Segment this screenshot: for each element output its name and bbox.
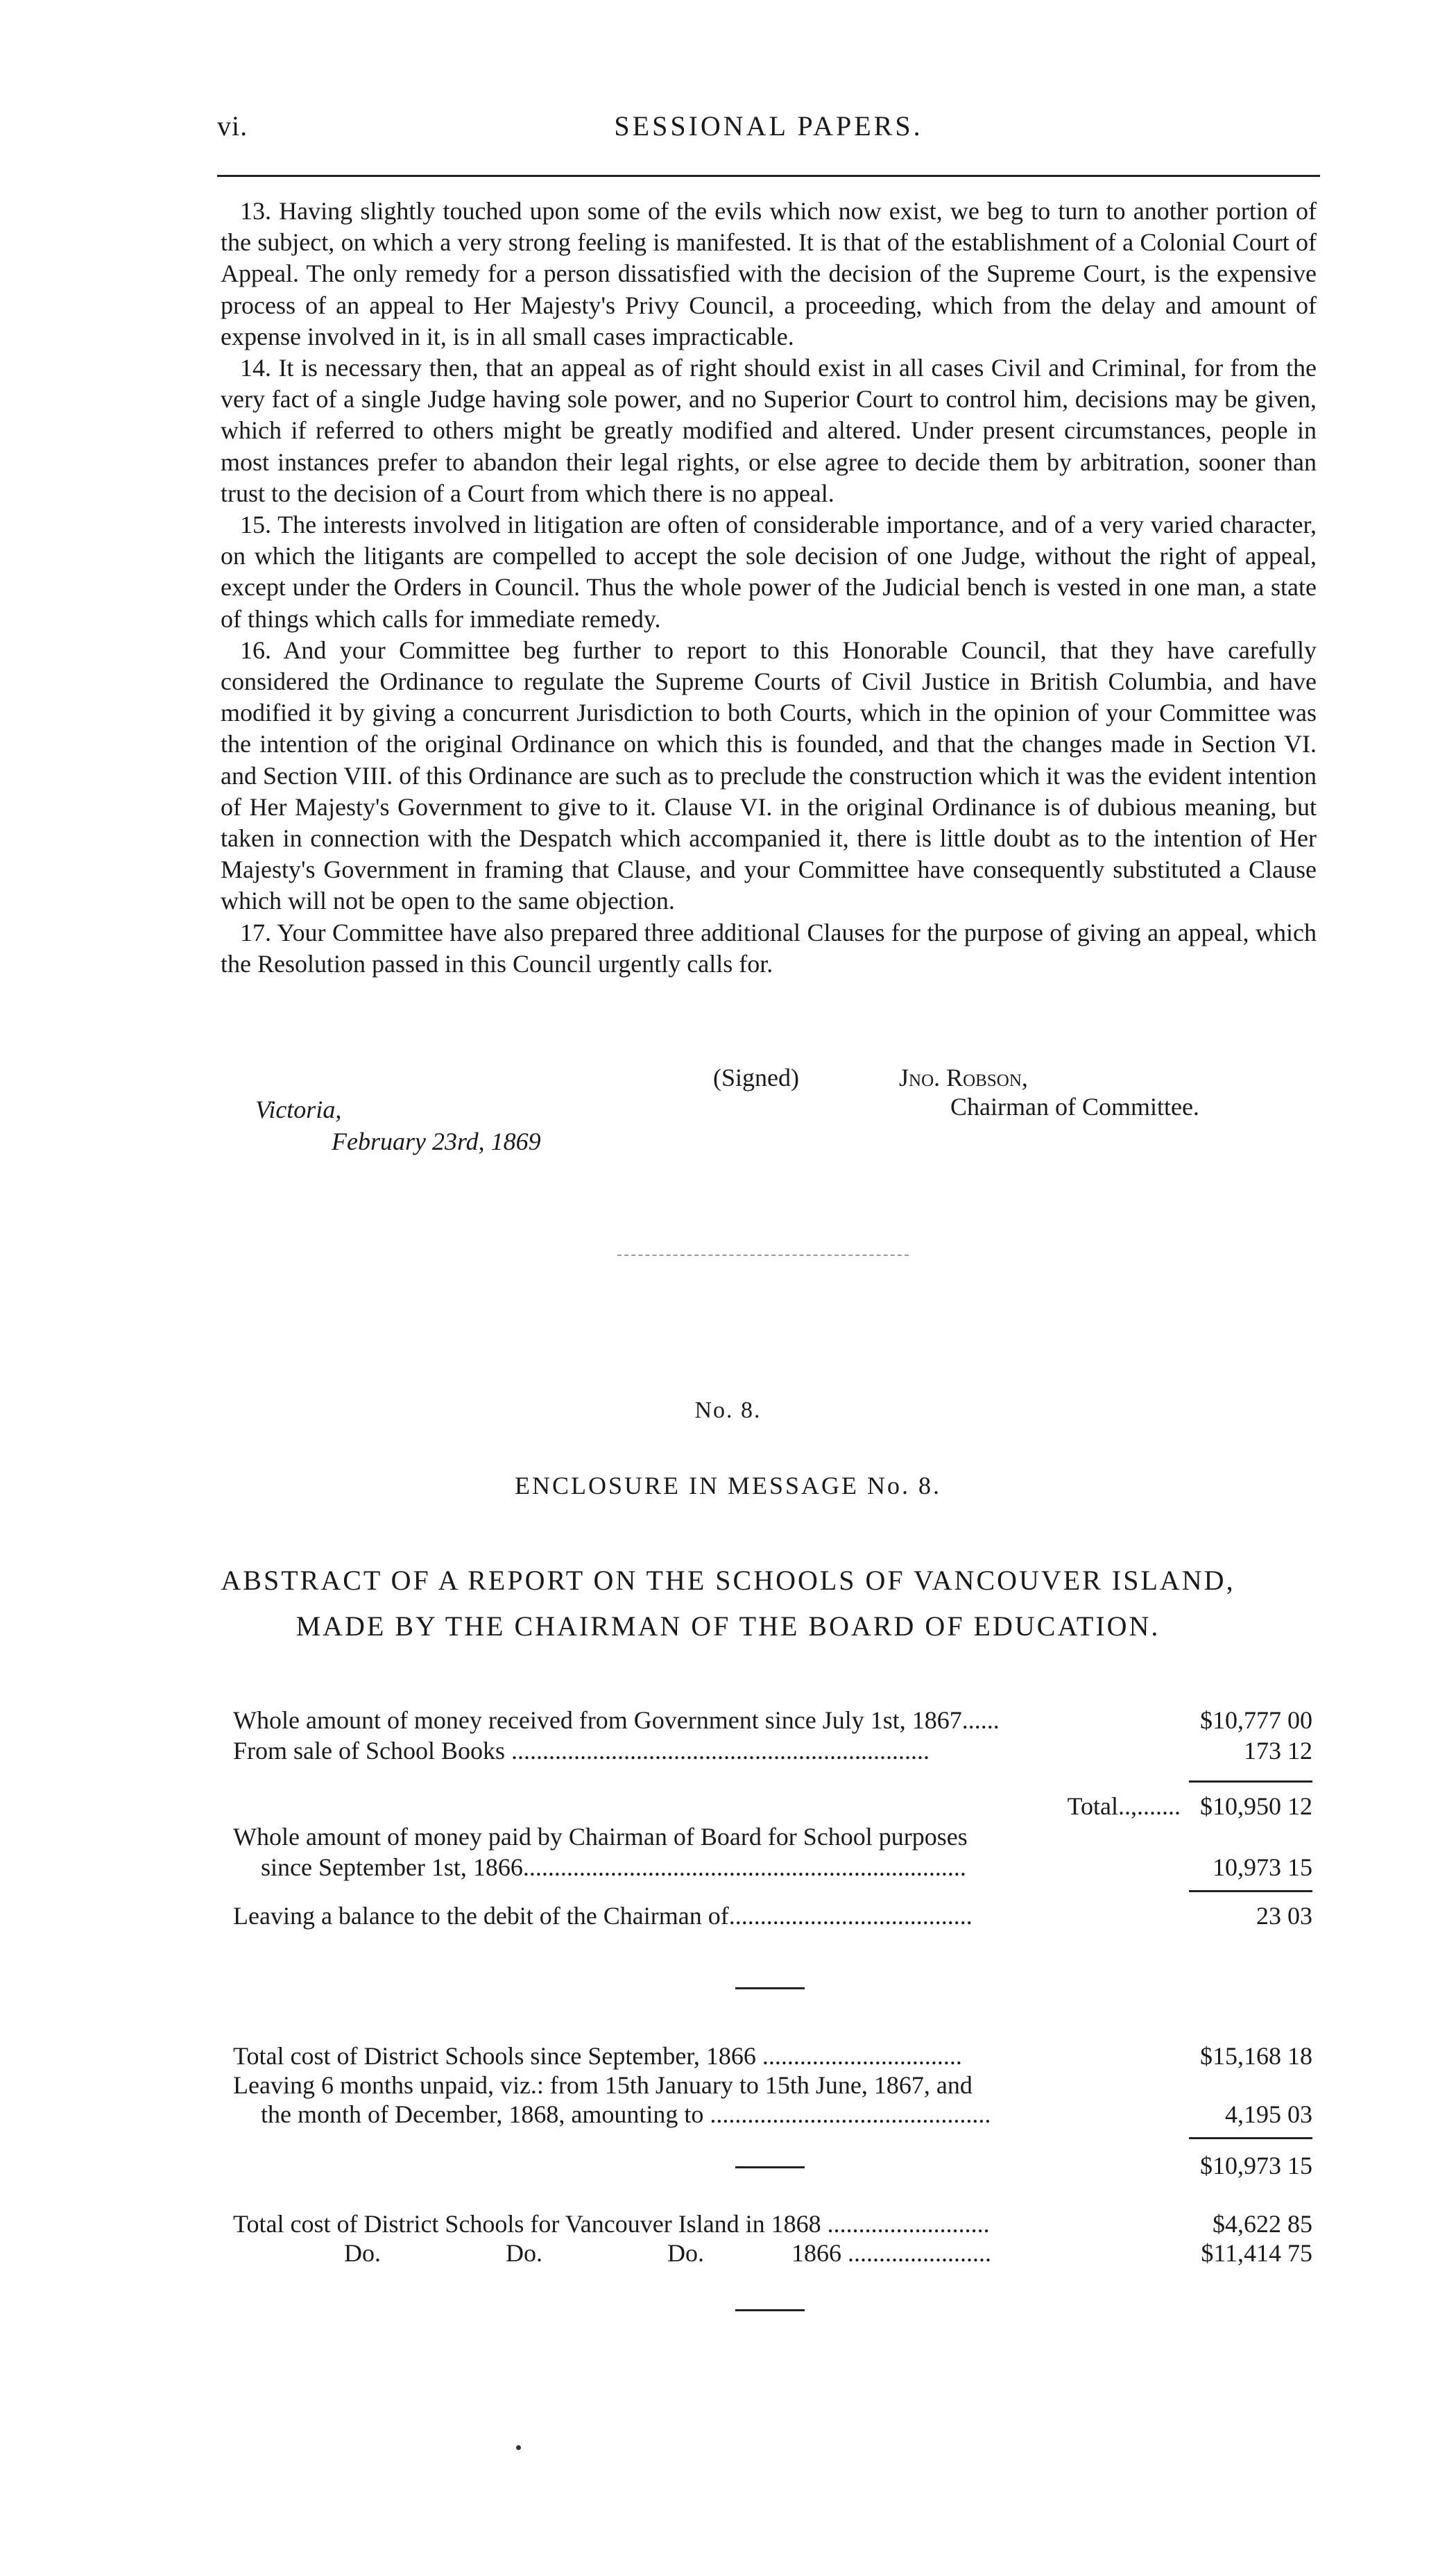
- row-description: Total cost of District Schools for Vancouver Island in 1868 ..........................: [233, 2210, 990, 2238]
- row-amount: 173 12: [1244, 1737, 1312, 1765]
- account-row: [233, 1736, 1312, 1767]
- signed-label: (Signed): [713, 1064, 799, 1091]
- page-header: [217, 110, 1320, 151]
- header-rule: [217, 175, 1320, 177]
- account-row: [233, 2238, 1312, 2269]
- committee-report: [221, 196, 1317, 980]
- paragraph-17: 17. Your Committee have also prepared three additional Clauses for the purpose of giving an appeal, which the Resolution passed in this Council urgently calls for.: [221, 918, 1317, 978]
- row-description: the month of December, 1868, amounting to .............................................: [261, 2100, 991, 2128]
- account-row: [233, 2209, 1312, 2240]
- account-row: [233, 1853, 1312, 1883]
- account-row: [233, 1706, 1312, 1736]
- running-title: SESSIONAL PAPERS.: [614, 110, 923, 142]
- place: Victoria,: [255, 1096, 342, 1123]
- account-row: [233, 1822, 1312, 1853]
- enclosure-number: No. 8.: [694, 1397, 762, 1423]
- paragraph-14: 14. It is necessary then, that an appeal as of right should exist in all cases Civil and Criminal, for from the very fact of a single Judge having sole power, and no Superior Court to control him, decisions may be given, which if referred to others might be greatly modified and altered. Under present circumstances, people in most instances prefer to abandon their legal rights, or else agree to decide them by arbitration, sooner than trust to the decision of a Court from which there is no appeal.: [221, 354, 1317, 507]
- sum-rule: [1189, 1780, 1312, 1783]
- row-description: Total cost of District Schools since September, 1866 ................................: [233, 2042, 962, 2070]
- account-row: [233, 1901, 1312, 1932]
- row-amount: 4,195 03: [1225, 2100, 1312, 2128]
- row-description: Total..,.......: [1067, 1792, 1181, 1820]
- section-divider: [617, 1255, 909, 1256]
- row-amount: $11,414 75: [1201, 2239, 1312, 2267]
- sum-rule: [1189, 1890, 1312, 1892]
- abstract-title-line-1: ABSTRACT OF A REPORT ON THE SCHOOLS OF VANCOUVER ISLAND,: [221, 1565, 1235, 1596]
- row-amount: $10,777 00: [1200, 1706, 1312, 1734]
- row-description: Do. Do. Do. 1866 .......................: [344, 2239, 991, 2267]
- account-row: [233, 2151, 1312, 2182]
- row-amount: $4,622 85: [1213, 2210, 1312, 2238]
- row-description: Leaving a balance to the debit of the Chairman of.......................................: [233, 1902, 973, 1930]
- signatory-role: Chairman of Committee.: [950, 1093, 1199, 1121]
- account-row: [233, 2100, 1312, 2130]
- account-row: [233, 2041, 1312, 2072]
- section-rule: [735, 1987, 805, 1989]
- paragraph-13: 13. Having slightly touched upon some of the evils which now exist, we beg to turn to another portion of the subject, on which a very strong feeling is manifested. It is that of the establishment of a Colonial Court of Appeal. The only remedy for a person dissatisfied with the decision of the Supreme Court, is the expensive process of an appeal to Her Majesty's Privy Council, a proceeding, which from the delay and amount of expense involved in it, is in all small cases impracticable.: [221, 197, 1317, 350]
- page-number: vi.: [217, 110, 248, 142]
- paragraph-15: 15. The interests involved in litigation are often of considerable importance, and of a very varied character, on which the litigants are compelled to accept the sole decision of one Judge, without the right of appeal, except under the Orders in Council. Thus the whole power of the Judicial bench is vested in one man, a state of things which calls for immediate remedy.: [221, 511, 1317, 633]
- sum-rule: [1189, 2137, 1312, 2139]
- paragraph-16: 16. And your Committee beg further to report to this Honorable Council, that they have carefully considered the Ordinance to regulate the Supreme Courts of Civil Justice in British Columbia, and have modified it by giving a concurrent Jurisdiction to both Courts, which in the opinion of your Committee was the intention of the original Ordinance on which this is founded, and that the changes made in Section VI. and Section VIII. of this Ordinance are such as to preclude the construction which it was the evident intention of Her Majesty's Government to give to it. Clause VI. in the original Ordinance is of dubious meaning, but taken in connection with the Despatch which accompanied it, there is little doubt as to the intention of Her Majesty's Government in framing that Clause, and your Committee have consequently substituted a Clause which will not be open to the same objection.: [221, 636, 1317, 915]
- signatory-name: Jno. Robson,: [899, 1064, 1028, 1091]
- row-amount: 10,973 15: [1213, 1853, 1312, 1881]
- date: February 23rd, 1869: [332, 1128, 541, 1155]
- signature-block: [221, 1063, 1317, 1181]
- row-description: From sale of School Books ...................................................................: [233, 1737, 930, 1765]
- row-amount: 23 03: [1256, 1902, 1312, 1930]
- row-amount: $10,950 12: [1200, 1792, 1312, 1820]
- account-row: [233, 2071, 1312, 2101]
- row-description: since September 1st, 1866.......................................................................: [261, 1853, 966, 1881]
- row-description: Whole amount of money paid by Chairman of Board for School purposes: [233, 1823, 968, 1851]
- ink-dot: [516, 2445, 521, 2450]
- account-row: [233, 1792, 1312, 1822]
- enclosure-title: ENCLOSURE IN MESSAGE No. 8.: [514, 1472, 942, 1499]
- row-description: Whole amount of money received from Government since July 1st, 1867......: [233, 1706, 1000, 1734]
- row-amount: $15,168 18: [1200, 2042, 1312, 2070]
- closing-rule: [735, 2309, 805, 2311]
- row-amount: $10,973 15: [1200, 2152, 1312, 2179]
- row-description: Leaving 6 months unpaid, viz.: from 15th January to 15th June, 1867, and: [233, 2071, 973, 2099]
- abstract-title-line-2: MADE BY THE CHAIRMAN OF THE BOARD OF EDUCATION.: [296, 1610, 1160, 1642]
